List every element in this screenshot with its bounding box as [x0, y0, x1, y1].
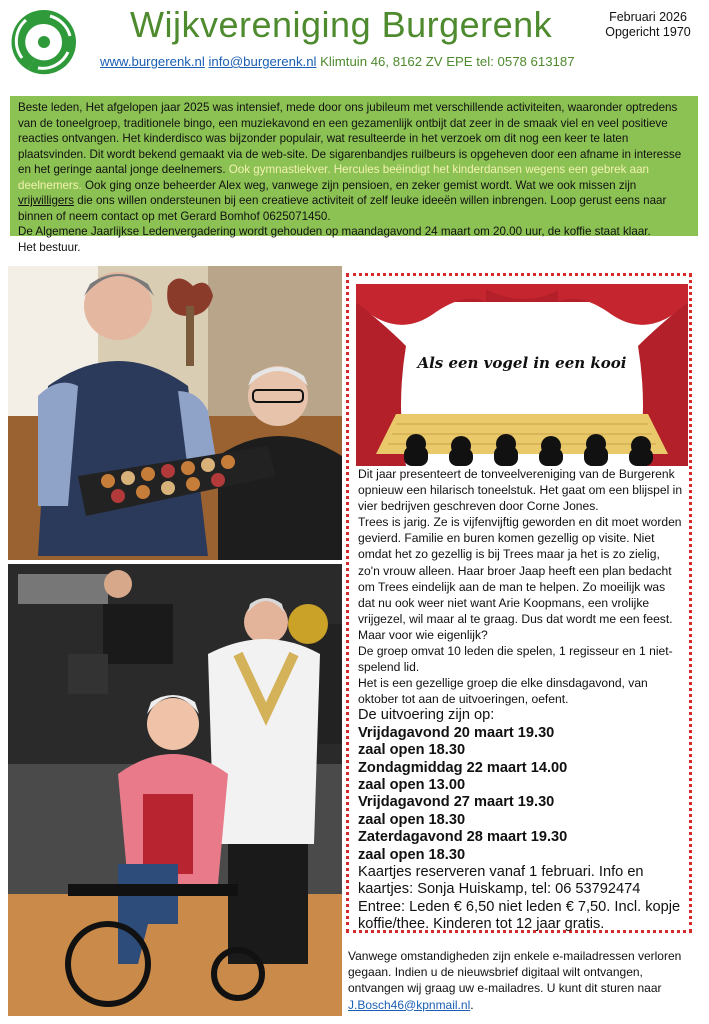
issue-month: Februari 2026: [609, 10, 687, 24]
photo-snacks-image: [8, 266, 342, 560]
contact-email-link[interactable]: J.Bosch46@kpnmail.nl: [348, 997, 471, 1012]
email-notice-text: Vanwege omstandigheden zijn enkele e-mailadressen verloren gegaan. Indien u de nieuwsbrief digitaal wilt ontvangen, ontvangen wij graag uw e-mailadres. U kunt dit sturen naar: [348, 949, 682, 996]
email-link[interactable]: info@burgerenk.nl: [208, 54, 317, 69]
article-paragraph-4: Het is een gezellige groep die elke dinsdagavond, van oktober tot aan de uitvoeringen, oefent.: [358, 676, 648, 707]
article-paragraph-3: De groep omvat 10 leden die spelen, 1 regisseur en 1 niet-spelend lid.: [358, 644, 673, 675]
article-paragraph-1: Dit jaar presenteert de tonveelvereniging van de Burgerenk opnieuw een hilarisch toneelstuk. Het gaat om een blijspel in vier bedrijven geschreven door Corne Jones.: [358, 467, 683, 514]
poster-caption: Als een vogel in een kooi: [417, 354, 627, 372]
meeting-text: De Algemene Jaarlijkse Ledenvergadering wordt gehouden op maandagavond 24 maart om 20.00 uur, de koffie staat klaar.: [18, 225, 651, 238]
schedule-day: Zondagmiddag 22 maart 14.00: [358, 759, 568, 776]
email-notice: [348, 948, 692, 1013]
schedule-open: zaal open 18.30: [358, 811, 466, 828]
schedule-day: Vrijdagavond 27 maart 19.30: [358, 794, 555, 811]
signoff-text: Het bestuur.: [18, 240, 81, 254]
issue-date: [600, 10, 696, 40]
contact-line: [100, 54, 575, 69]
email-notice-end: .: [470, 997, 474, 1012]
intro-highlight: Ook gymnastiekver. Hercules beëindigt het kinderdansen wegens een gebrek aan deelnemers.: [18, 163, 649, 192]
schedule-day: Vrijdagavond 20 maart 19.30: [358, 724, 555, 741]
schedule-day: Zaterdagavond 28 maart 19.30: [358, 829, 568, 846]
intro-box: [10, 96, 698, 254]
schedule-open: zaal open 18.30: [358, 742, 466, 759]
article-paragraph-2: Trees is jarig. Ze is vijfenvijftig geworden en dit moet worden gevierd. Familie en buren komen gezellig op visite. Niet omdat het zo gezellig is bij Trees maar ja het is zo zielig, zo'n vrouw alleen. Haar broer Jaap heeft een plan bedacht om Trees eindelijk aan de man te helpen. Zo moeilijk was dat nu ook weer niet want Arie Koopmans, een vrolijke vrijgezel, wil maar al te graag. Dus dat wordt me een feest. Maar voor wie eigenlijk?: [358, 515, 682, 642]
intro-text-2: Ook ging onze beheerder Alex weg, vanwege zijn pensioen, en zeker gemist wordt. Wat we ook missen zijn: [81, 178, 637, 192]
photo-dancing: [8, 564, 342, 1016]
photo-dancing-image: [8, 564, 342, 1016]
schedule-intro: De uitvoering zijn op:: [358, 707, 495, 724]
address-text: Klimtuin 46, 8162 ZV EPE tel: 0578 613187: [320, 54, 575, 69]
stage-illustration: [356, 284, 688, 466]
intro-text-3: die ons willen ondersteunen bij een creatieve activiteit of zelf leuke ideeën willen inbrengen. Loop gerust eens naar binnen of neem contact op met Gerard Bomhof 0625071450.: [18, 194, 667, 223]
schedule-open: zaal open 13.00: [358, 777, 466, 794]
logo-icon: [6, 6, 82, 78]
schedule-open: zaal open 18.30: [358, 846, 466, 863]
intro-text: Beste leden, Het afgelopen jaar 2025 was intensief, mede door ons jubileum met verschillende activiteiten, waaronder optredens van de toneelgroep, traditionele bingo, een muziekavond en een gezamenlijk ontbijt dat zeer in de smaak viel en veel positieve reacties ontvangen. Het kinderdisco was bijzonder populair, wat resulteerde in het verzoek om dit nog een keer te laten plaatsvinden. Dit wordt bekend gemaakt via de web-site. De sigarenbandjes ruilbeurs is opgeheven door een afname in interesse en het geringe aantal jonge deelnemers.: [18, 101, 682, 176]
photo-snacks: [8, 266, 342, 560]
tickets-info: Kaartjes reserveren vanaf 1 februari. Info en kaartjes: Sonja Huiskamp, tel: 06 53792474: [358, 864, 644, 898]
theater-poster: [356, 284, 688, 466]
price-info: Entree: Leden € 6,50 niet leden € 7,50. Incl. kopje koffie/thee. Kinderen tot 12 jaar gratis.: [358, 898, 681, 933]
website-link[interactable]: www.burgerenk.nl: [100, 54, 205, 69]
volunteers-link[interactable]: vrijwilligers: [18, 194, 75, 207]
schedule-list: [358, 725, 684, 864]
page-title: Wijkvereniging Burgerenk: [130, 4, 553, 45]
theater-article: [358, 466, 684, 934]
founded-year: Opgericht 1970: [605, 25, 691, 39]
